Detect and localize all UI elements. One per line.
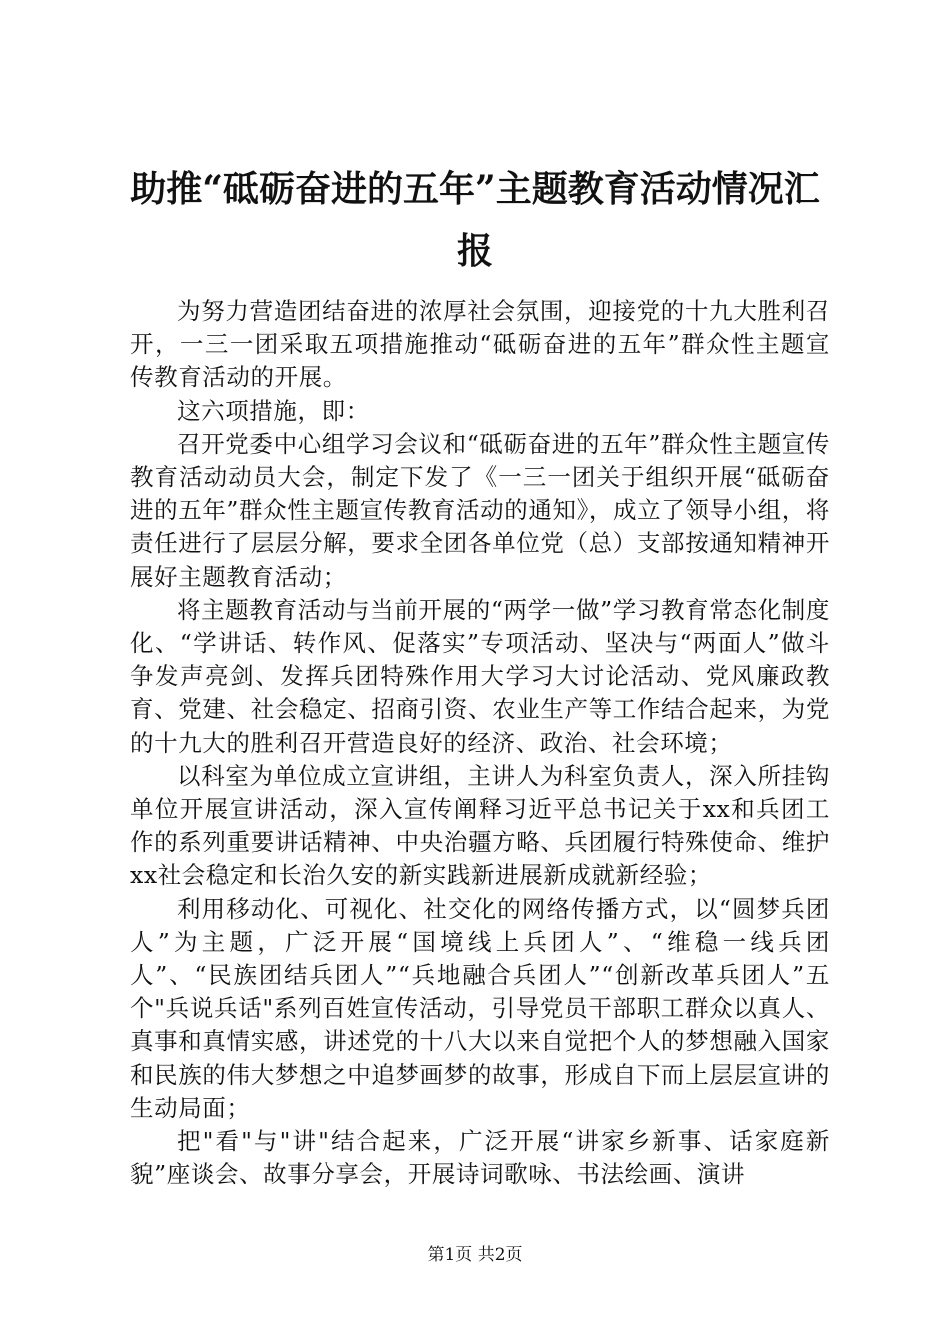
- paragraph-measure-5: 把"看"与"讲"结合起来，广泛开展“讲家乡新事、话家庭新貌”座谈会、故事分享会，开展诗词歌咏、书法绘画、演讲: [130, 1127, 830, 1189]
- document-title: 助推“砥砺奋进的五年”主题教育活动情况汇报: [130, 168, 820, 272]
- paragraph-measure-3: 以科室为单位成立宣讲组，主讲人为科室负责人，深入所挂钩单位开展宣讲活动，深入宣传阐释习近平总书记关于xx和兵团工作的系列重要讲话精神、中央治疆方略、兵团履行特殊使命、维护xx社会稳定和长治久安的新实践新进展新成就新经验；: [130, 761, 830, 890]
- document-body: [130, 295, 830, 1191]
- paragraph-intro: 为努力营造团结奋进的浓厚社会氛围，迎接党的十九大胜利召开，一三一团采取五项措施推动“砥砺奋进的五年”群众性主题宣传教育活动的开展。: [130, 297, 830, 392]
- paragraph-measures-lead: 这六项措施，即：: [177, 396, 370, 425]
- paragraph-measure-1: 召开党委中心组学习会议和“砥砺奋进的五年”群众性主题宣传教育活动动员大会，制定下发了《一三一团关于组织开展“砥砺奋进的五年”群众性主题宣传教育活动的通知》，成立了领导小组，将责任进行了层层分解，要求全团各单位党（总）支部按通知精神开展好主题教育活动；: [130, 429, 830, 591]
- paragraph-measure-4: 利用移动化、可视化、社交化的网络传播方式，以“圆梦兵团人”为主题，广泛开展“国境线上兵团人”、“维稳一线兵团人”、“民族团结兵团人”“兵地融合兵团人”“创新改革兵团人”五个"兵说兵话"系列百姓宣传活动，引导党员干部职工群众以真人、真事和真情实感，讲述党的十八大以来自觉把个人的梦想融入国家和民族的伟大梦想之中追梦画梦的故事，形成自下而上层层宣讲的生动局面；: [130, 894, 830, 1122]
- page-number-footer: 第1页 共2页: [427, 1245, 523, 1265]
- paragraph-measure-2: 将主题教育活动与当前开展的“两学一做”学习教育常态化制度化、“学讲话、转作风、促落实”专项活动、坚决与“两面人”做斗争发声亮剑、发挥兵团特殊作用大学习大讨论活动、党风廉政教育、党建、社会稳定、招商引资、农业生产等工作结合起来，为党的十九大的胜利召开营造良好的经济、政治、社会环境；: [130, 595, 830, 757]
